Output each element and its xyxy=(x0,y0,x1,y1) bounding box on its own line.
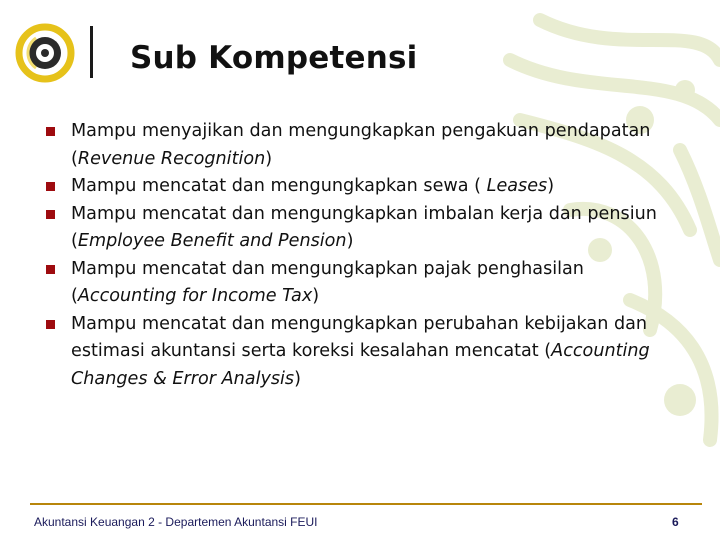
bullet-main-text: Mampu menyajikan dan mengungkapkan pengakuan pendapatan ( xyxy=(71,121,651,169)
bullet-text xyxy=(71,121,650,169)
bullet-term: Accounting for Income Tax xyxy=(77,286,313,306)
bullet-closing: ) xyxy=(294,368,301,389)
list-item xyxy=(0,311,680,394)
bullet-term: Leases xyxy=(486,176,548,196)
bullet-text xyxy=(71,204,657,252)
bullet-text xyxy=(71,176,554,196)
list-item xyxy=(0,201,680,256)
bullet-text xyxy=(71,259,584,307)
footer-divider xyxy=(30,503,702,505)
bullet-main-text: Mampu mencatat dan mengungkapkan sewa ( xyxy=(71,176,487,196)
square-bullet-icon xyxy=(46,182,55,191)
bullet-closing: ) xyxy=(346,231,354,251)
bullet-closing: ) xyxy=(312,286,320,306)
title-divider xyxy=(90,26,93,78)
square-bullet-icon xyxy=(46,265,55,274)
bullet-closing: ) xyxy=(265,148,273,169)
square-bullet-icon xyxy=(46,210,55,219)
footer-text: Akuntansi Keuangan 2 - Departemen Akuntansi FEUI xyxy=(34,515,318,529)
list-item xyxy=(0,256,680,311)
bullet-main-text: Mampu mencatat dan mengungkapkan pajak penghasilan ( xyxy=(71,258,584,306)
bullet-text xyxy=(71,314,650,389)
square-bullet-icon xyxy=(46,127,55,136)
square-bullet-icon xyxy=(46,320,55,329)
page-number: 6 xyxy=(672,515,679,529)
bullet-main-text: Mampu mencatat dan mengungkapkan perubahan kebijakan dan estimasi akuntansi serta koreksi kesalahan mencatat ( xyxy=(71,313,648,361)
bullet-main-text: Mampu mencatat dan mengungkapkan imbalan kerja dan pensiun ( xyxy=(71,203,657,251)
bullet-closing: ) xyxy=(547,176,555,196)
bullet-term: Employee Benefit and Pension xyxy=(77,231,347,251)
university-logo-icon xyxy=(14,22,76,84)
page-title: Sub Kompetensi xyxy=(130,40,418,76)
list-item xyxy=(0,173,680,201)
list-item xyxy=(0,118,680,173)
bullet-term: Accounting Changes & Error Analysis xyxy=(71,341,650,389)
bullet-term: Revenue Recognition xyxy=(77,148,266,169)
bullet-list xyxy=(0,118,680,393)
